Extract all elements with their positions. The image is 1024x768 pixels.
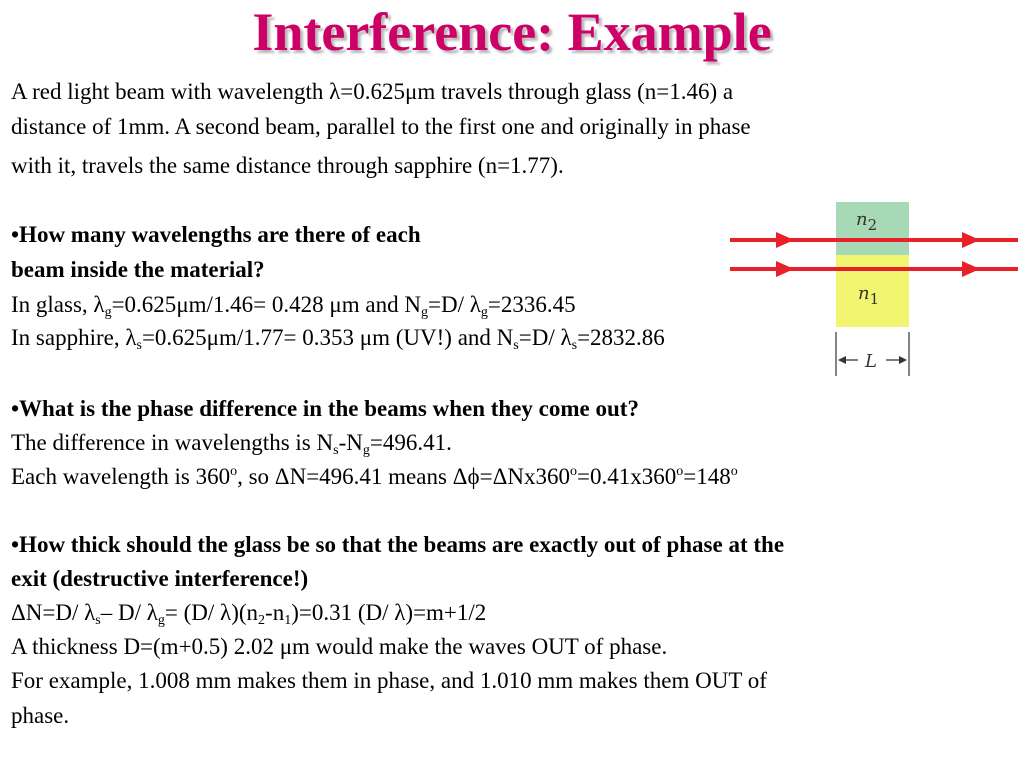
question-3-line-2: exit (destructive interference!) (11, 566, 309, 591)
intro-line-3: with it, travels the same distance through sapphire (n=1.77). (11, 153, 564, 178)
lower-arrow-right (962, 261, 980, 277)
dimension-arrow-right (899, 356, 907, 364)
example-line-2: phase. (11, 703, 70, 728)
question-1-line-1: •How many wavelengths are there of each (11, 222, 421, 247)
n1-label: $n_1$ (858, 283, 880, 308)
lower-arrow-left (776, 261, 794, 277)
thickness-formula-line: ΔN=D/ $\lambda_s-$ D/ $\lambda_g= (D/$ $\lambda)(n_2-n_1)=0.31$ (D/ λ)=m+1/2 (11, 600, 487, 628)
glass-wavelength-line: In glass, $\lambda_g=0.625\mu m/1.46= 0.428$ μm and $N_g=D/$ $\lambda_g=2336.45$ (11, 292, 576, 320)
wavelength-difference-line: The difference in wavelengths is $N_s-N_g=496.41$. (11, 430, 452, 458)
length-dimension (836, 332, 909, 376)
example-line-1: For example, 1.008 mm makes them in phase, and 1.010 mm makes them OUT of (11, 668, 767, 693)
question-3-line-1: •How thick should the glass be so that the beams are exactly out of phase at the (11, 532, 785, 557)
sapphire-wavelength-line: In sapphire, $\lambda_s=0.625\mu m/1.77= 0.353$ μm (UV!) and $N_s=D/$ $\lambda_s=2832.86$ (11, 325, 665, 353)
dimension-arrow-left (838, 356, 846, 364)
thickness-result-line: A thickness D=(m+0.5) 2.02 μm would make the waves OUT of phase. (11, 634, 668, 659)
upper-arrow-right (962, 232, 980, 248)
n2-label: $n_2$ (856, 209, 878, 234)
length-label: L (865, 351, 877, 372)
upper-arrow-left (776, 232, 794, 248)
question-2-heading: •What is the phase difference in the beams when they come out? (11, 396, 639, 421)
slide-title: Interference: Example (252, 2, 772, 62)
beam-diagram (728, 198, 1020, 380)
phase-difference-line: Each wavelength is 360$^o$, so ΔN=496.41 means $\Delta\phi=\Delta Nx360^o=0.41x360^o=148^o$ (11, 464, 738, 489)
intro-line-1: A red light beam with wavelength λ=0.625μm travels through glass (n=1.46) a (11, 79, 734, 104)
question-1-line-2: beam inside the material? (11, 257, 265, 282)
intro-line-2: distance of 1mm. A second beam, parallel to the first one and originally in phase (11, 114, 751, 139)
